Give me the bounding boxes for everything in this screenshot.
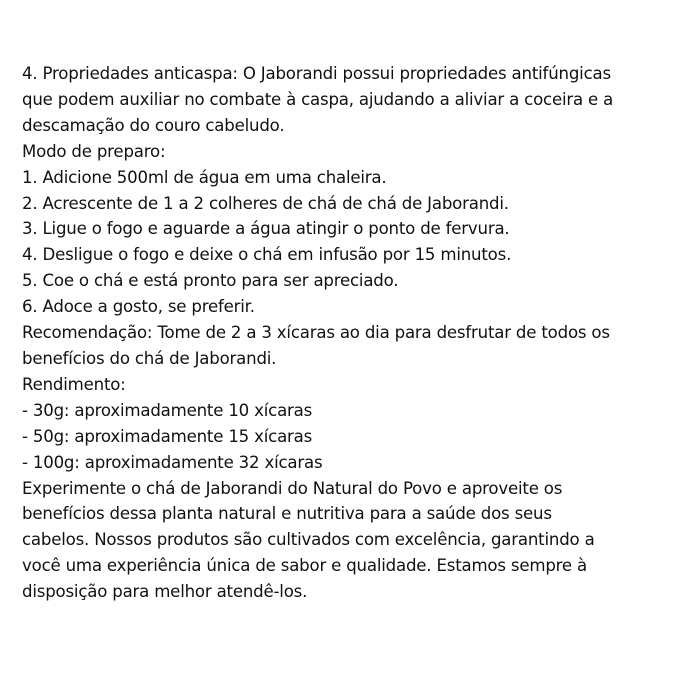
closing-line-5: disposição para melhor atendê-los. [22, 582, 308, 602]
recommendation-line-1: Recomendação: Tome de 2 a 3 xícaras ao dia para desfrutar de todos os [22, 323, 610, 343]
yield-item-50g: - 50g: aproximadamente 15 xícaras [22, 426, 313, 446]
yield-item-100g: - 100g: aproximadamente 32 xícaras [22, 452, 323, 472]
property-anticaspa-line-3: descamação do couro cabeludo. [22, 115, 285, 135]
property-anticaspa-line-2: que podem auxiliar no combate à caspa, ajudando a aliviar a coceira e a [22, 89, 614, 109]
closing-line-1: Experimente o chá de Jaborandi do Natural do Povo e aproveite os [22, 478, 563, 498]
preparation-step-5: 5. Coe o chá e está pronto para ser apreciado. [22, 271, 399, 291]
yield-heading: Rendimento: [22, 374, 126, 394]
preparation-step-2: 2. Acrescente de 1 a 2 colheres de chá de chá de Jaborandi. [22, 193, 509, 213]
preparation-step-3: 3. Ligue o fogo e aguarde a água atingir o ponto de fervura. [22, 219, 510, 239]
closing-line-2: benefícios dessa planta natural e nutritiva para a saúde dos seus [22, 504, 552, 524]
property-anticaspa-line-1: 4. Propriedades anticaspa: O Jaborandi possui propriedades antifúngicas [22, 64, 611, 83]
preparation-step-4: 4. Desligue o fogo e deixe o chá em infusão por 15 minutos. [22, 245, 512, 265]
preparation-heading: Modo de preparo: [22, 141, 166, 161]
closing-line-3: cabelos. Nossos produtos são cultivados com excelência, garantindo a [22, 530, 595, 550]
yield-item-30g: - 30g: aproximadamente 10 xícaras [22, 400, 313, 420]
preparation-step-6: 6. Adoce a gosto, se preferir. [22, 297, 255, 317]
preparation-step-1: 1. Adicione 500ml de água em uma chaleira. [22, 167, 387, 187]
closing-line-4: você uma experiência única de sabor e qualidade. Estamos sempre à [22, 556, 587, 576]
recommendation-line-2: benefícios do chá de Jaborandi. [22, 348, 277, 368]
document-body [22, 61, 682, 605]
